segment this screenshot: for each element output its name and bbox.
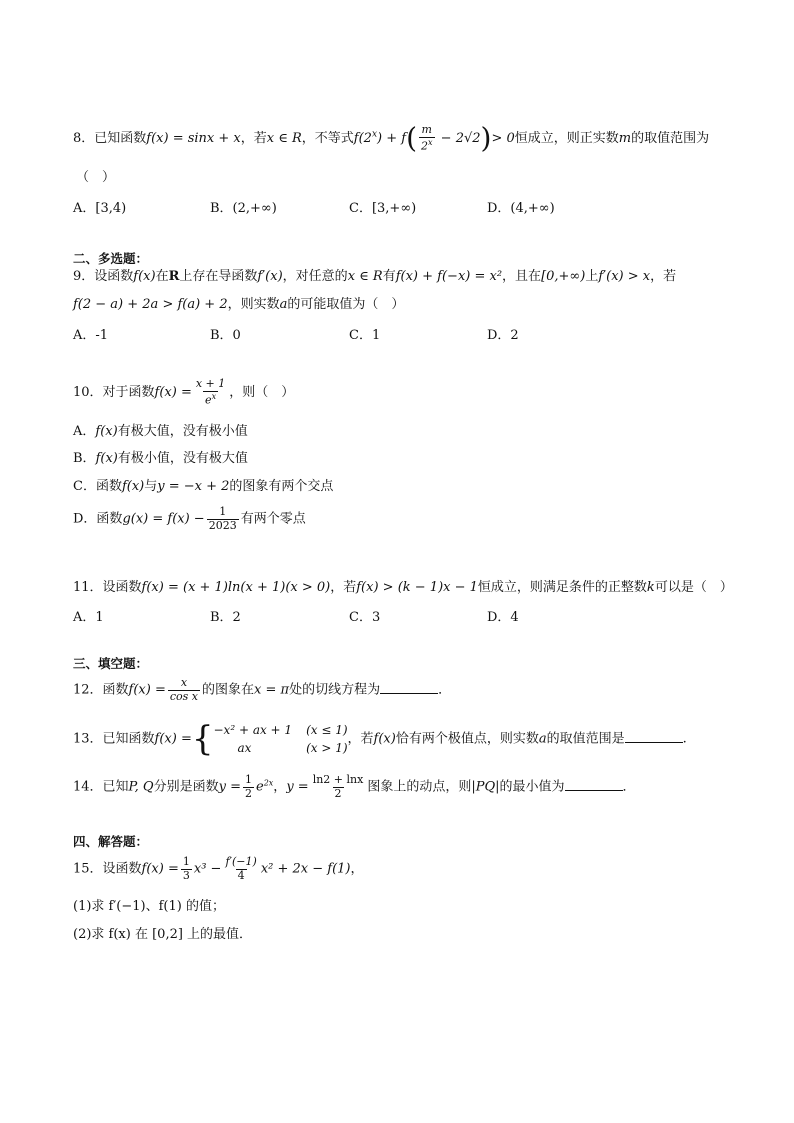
- q10-option-math: f(x): [95, 424, 118, 439]
- q10-option-label: C．函数: [73, 479, 122, 494]
- q11-option-b[interactable]: B．2: [210, 610, 241, 625]
- q14-sup: 2x: [263, 778, 274, 788]
- q9-math: f′(x): [257, 269, 283, 284]
- q9-option-c[interactable]: C．1: [349, 328, 381, 343]
- q9-math: f(2 − a) + 2a > f(a) + 2: [73, 297, 228, 312]
- q14-math: e: [255, 779, 264, 795]
- q14-answer-blank[interactable]: [565, 778, 623, 791]
- q10-option-b[interactable]: [73, 451, 248, 467]
- q9-text: ，若: [650, 269, 677, 284]
- q11-option-d[interactable]: D．4: [487, 610, 519, 625]
- q15-frac-den: 3: [182, 868, 190, 882]
- q13-cases: [214, 721, 293, 757]
- question-14: [73, 774, 636, 800]
- section-heading-fill-in: 三、填空题：: [73, 656, 149, 671]
- q12-answer-blank[interactable]: [380, 681, 438, 694]
- q9-text: 9．设函数: [73, 269, 134, 284]
- q8-text: ，不等式: [301, 130, 354, 146]
- q14-text: 的最小值为: [499, 779, 565, 795]
- q13-answer-blank[interactable]: [625, 730, 683, 743]
- q9-text: 在: [155, 269, 169, 284]
- q11-math: k: [646, 580, 655, 595]
- q14-frac-den: 2: [244, 786, 252, 800]
- q13-conditions: [306, 721, 347, 757]
- q10-fraction: [194, 378, 227, 407]
- q8-paren-open: (: [406, 121, 418, 155]
- q13-text: .: [682, 731, 687, 747]
- question-10: [73, 378, 294, 407]
- section-heading-multiple-choice: 二、多选题：: [73, 251, 149, 266]
- q10-frac-den: [203, 391, 218, 407]
- q13-brace: {: [191, 719, 214, 759]
- q8-option-d[interactable]: D．(4,+∞): [487, 201, 555, 216]
- q15-frac-num: 1: [182, 855, 190, 868]
- q15-fraction-2: [223, 856, 258, 882]
- q12-text: 的图象在: [202, 682, 255, 698]
- q9-reals: R: [168, 269, 180, 284]
- q14-math: y =: [218, 779, 241, 795]
- q8-paren-close: ): [480, 121, 492, 155]
- q13-text: 的取值范围是: [546, 731, 625, 747]
- q10-option-label: B．: [73, 451, 96, 466]
- q8-frac-den-sup: x: [428, 137, 433, 147]
- q8-ineq: f(2: [353, 130, 372, 146]
- q9-text: ，且在: [502, 269, 542, 284]
- q10-option-text: 有极小值，没有极大值: [117, 451, 248, 466]
- q9-text: 上存在导函数: [179, 269, 258, 284]
- q14-frac-den: 2: [334, 786, 342, 800]
- q9-math: [0,+∞): [541, 269, 586, 284]
- q13-cond: (x > 1): [306, 741, 348, 755]
- q10-option-text: 与: [144, 479, 158, 494]
- q14-text: ，: [273, 779, 287, 795]
- q8-frac-num: m: [421, 123, 432, 136]
- q14-frac-num: 1: [244, 773, 252, 786]
- q14-frac-num: ln2 + lnx: [312, 773, 364, 786]
- q9-math: a: [279, 297, 288, 312]
- q13-cond: (x ≤ 1): [306, 723, 348, 737]
- q10-frac-den: 2023: [208, 518, 237, 532]
- q10-option-d[interactable]: [73, 506, 306, 532]
- q14-fraction-2: [311, 774, 366, 800]
- q8-condition: x ∈ R: [266, 130, 302, 146]
- q8-option-c[interactable]: C．[3,+∞): [349, 201, 417, 216]
- q10-option-c[interactable]: [73, 479, 333, 495]
- q14-math: y =: [286, 779, 309, 795]
- question-13: [73, 721, 687, 757]
- q8-option-b[interactable]: B．(2,+∞): [210, 201, 277, 216]
- q10-text: 10．对于函数: [73, 384, 155, 400]
- q15-text: ，: [350, 861, 364, 877]
- q14-math: P, Q: [128, 779, 154, 795]
- q12-math: f(x) =: [128, 682, 166, 698]
- q11-math: f(x) > (k − 1)x − 1: [356, 580, 478, 595]
- q8-var: m: [618, 130, 632, 146]
- q8-frac-den-base: 2: [421, 139, 429, 153]
- q11-option-a[interactable]: A．1: [73, 610, 104, 625]
- q11-text: 恒成立，则满足条件的正整数: [477, 580, 647, 595]
- q11-option-c[interactable]: C．3: [349, 610, 381, 625]
- q15-frac-den: 4: [237, 868, 245, 882]
- q10-option-text: 有两个零点: [240, 511, 306, 527]
- q9-text: 的可能取值为（ ）: [287, 297, 405, 312]
- q15-frac-num: f′(−1): [225, 855, 257, 868]
- question-8: [73, 121, 710, 155]
- q10-option-d-fraction: [207, 506, 239, 532]
- q8-frac-den: [419, 137, 435, 153]
- q13-case: −x² + ax + 1: [213, 723, 293, 737]
- q15-math: f(x) =: [141, 861, 179, 877]
- q13-math: f(x): [373, 731, 396, 747]
- q10-frac-num: x + 1: [195, 377, 226, 390]
- q12-text: 处的切线方程为: [289, 682, 381, 698]
- q15-subquestion-2: (2)求 f(x) 在 [0,2] 上的最值．: [73, 927, 253, 942]
- q8-sup: x: [371, 129, 378, 140]
- question-15: [73, 856, 364, 882]
- q11-text: ，若: [330, 580, 357, 595]
- q10-option-math: f(x): [121, 479, 145, 494]
- q15-math: x² + 2x − f(1): [260, 861, 351, 877]
- q10-frac-den-base: e: [205, 393, 212, 407]
- section-heading-solutions: 四、解答题：: [73, 834, 149, 849]
- q8-text: 恒成立，则正实数: [514, 130, 619, 146]
- q8-prefix: 8．已知函数: [73, 130, 147, 146]
- q9-text: ，对任意的: [282, 269, 348, 284]
- q13-text: 恰有两个极值点，则实数: [395, 731, 539, 747]
- q12-fraction: [168, 677, 200, 703]
- question-11: [73, 580, 733, 596]
- q10-math: f(x) =: [154, 384, 192, 400]
- q12-frac-den: cos x: [169, 689, 198, 703]
- q9-math: f(x): [133, 269, 156, 284]
- q13-text: 13．已知函数: [73, 731, 155, 747]
- q14-text: 图象上的动点，则: [367, 779, 472, 795]
- q8-ineq: ) + f: [377, 130, 407, 146]
- question-12: [73, 677, 451, 703]
- q8-ineq: > 0: [491, 130, 515, 146]
- q14-text: ．: [622, 779, 636, 795]
- q10-text: ，则（ ）: [229, 384, 295, 400]
- q9-text: 有: [382, 269, 396, 284]
- q10-option-math: f(x): [95, 451, 118, 466]
- q14-fraction-1: [243, 774, 254, 800]
- q12-text: 12．函数: [73, 682, 129, 698]
- q14-math: |PQ|: [471, 779, 500, 795]
- q8-text: ，若: [240, 130, 267, 146]
- q15-fraction-1: [181, 856, 192, 882]
- q9-option-a[interactable]: A．-1: [73, 328, 109, 343]
- q15-text: 15．设函数: [73, 861, 142, 877]
- q11-math: f(x) = (x + 1)ln(x + 1)(x > 0): [141, 580, 331, 595]
- question-9-line-1: [73, 269, 676, 285]
- q13-math: a: [538, 731, 547, 747]
- q10-option-label: A．: [73, 424, 96, 439]
- q9-option-d[interactable]: D．2: [487, 328, 519, 343]
- q10-option-math: g(x) = f(x) −: [122, 511, 205, 527]
- q10-option-text: 有极大值，没有极小值: [117, 424, 248, 439]
- q15-subquestion-1: (1)求 f′(−1)、f(1) 的值；: [73, 899, 225, 914]
- q8-option-a[interactable]: A．[3,4): [73, 201, 127, 216]
- q13-case: ax: [237, 741, 252, 755]
- q9-math: f(x) + f(−x) = x²: [395, 269, 503, 284]
- q10-option-math: y = −x + 2: [157, 479, 230, 494]
- q8-ineq: − 2√2: [436, 130, 481, 146]
- q11-text: 11．设函数: [73, 580, 142, 595]
- q12-frac-num: x: [180, 676, 188, 689]
- q11-text: 可以是（ ）: [654, 580, 733, 595]
- q9-math: f′(x) > x: [598, 269, 651, 284]
- q10-option-a[interactable]: [73, 424, 248, 440]
- q14-text: 14．已知: [73, 779, 129, 795]
- q13-math: f(x) =: [154, 731, 192, 747]
- q10-option-text: 的图象有两个交点: [229, 479, 334, 494]
- q13-text: ，若: [347, 731, 374, 747]
- q12-text: ．: [438, 682, 452, 698]
- q14-text: 分别是函数: [153, 779, 219, 795]
- q9-math: x ∈ R: [347, 269, 383, 284]
- q9-text: ，则实数: [227, 297, 280, 312]
- q9-text: 上: [585, 269, 599, 284]
- question-9-line-2: [73, 297, 404, 313]
- q10-option-label: D．函数: [73, 511, 123, 527]
- q15-math: x³ −: [193, 861, 222, 877]
- q10-frac-den-sup: x: [211, 391, 217, 401]
- q9-option-b[interactable]: B．0: [210, 328, 241, 343]
- q8-function: f(x) = sinx + x: [146, 130, 241, 146]
- q8-fraction: [419, 124, 435, 153]
- q12-math: x = π: [254, 682, 290, 698]
- q8-answer-paren: （ ）: [76, 170, 116, 185]
- q10-frac-num: 1: [219, 505, 227, 518]
- q8-text: 的取值范围为: [631, 130, 710, 146]
